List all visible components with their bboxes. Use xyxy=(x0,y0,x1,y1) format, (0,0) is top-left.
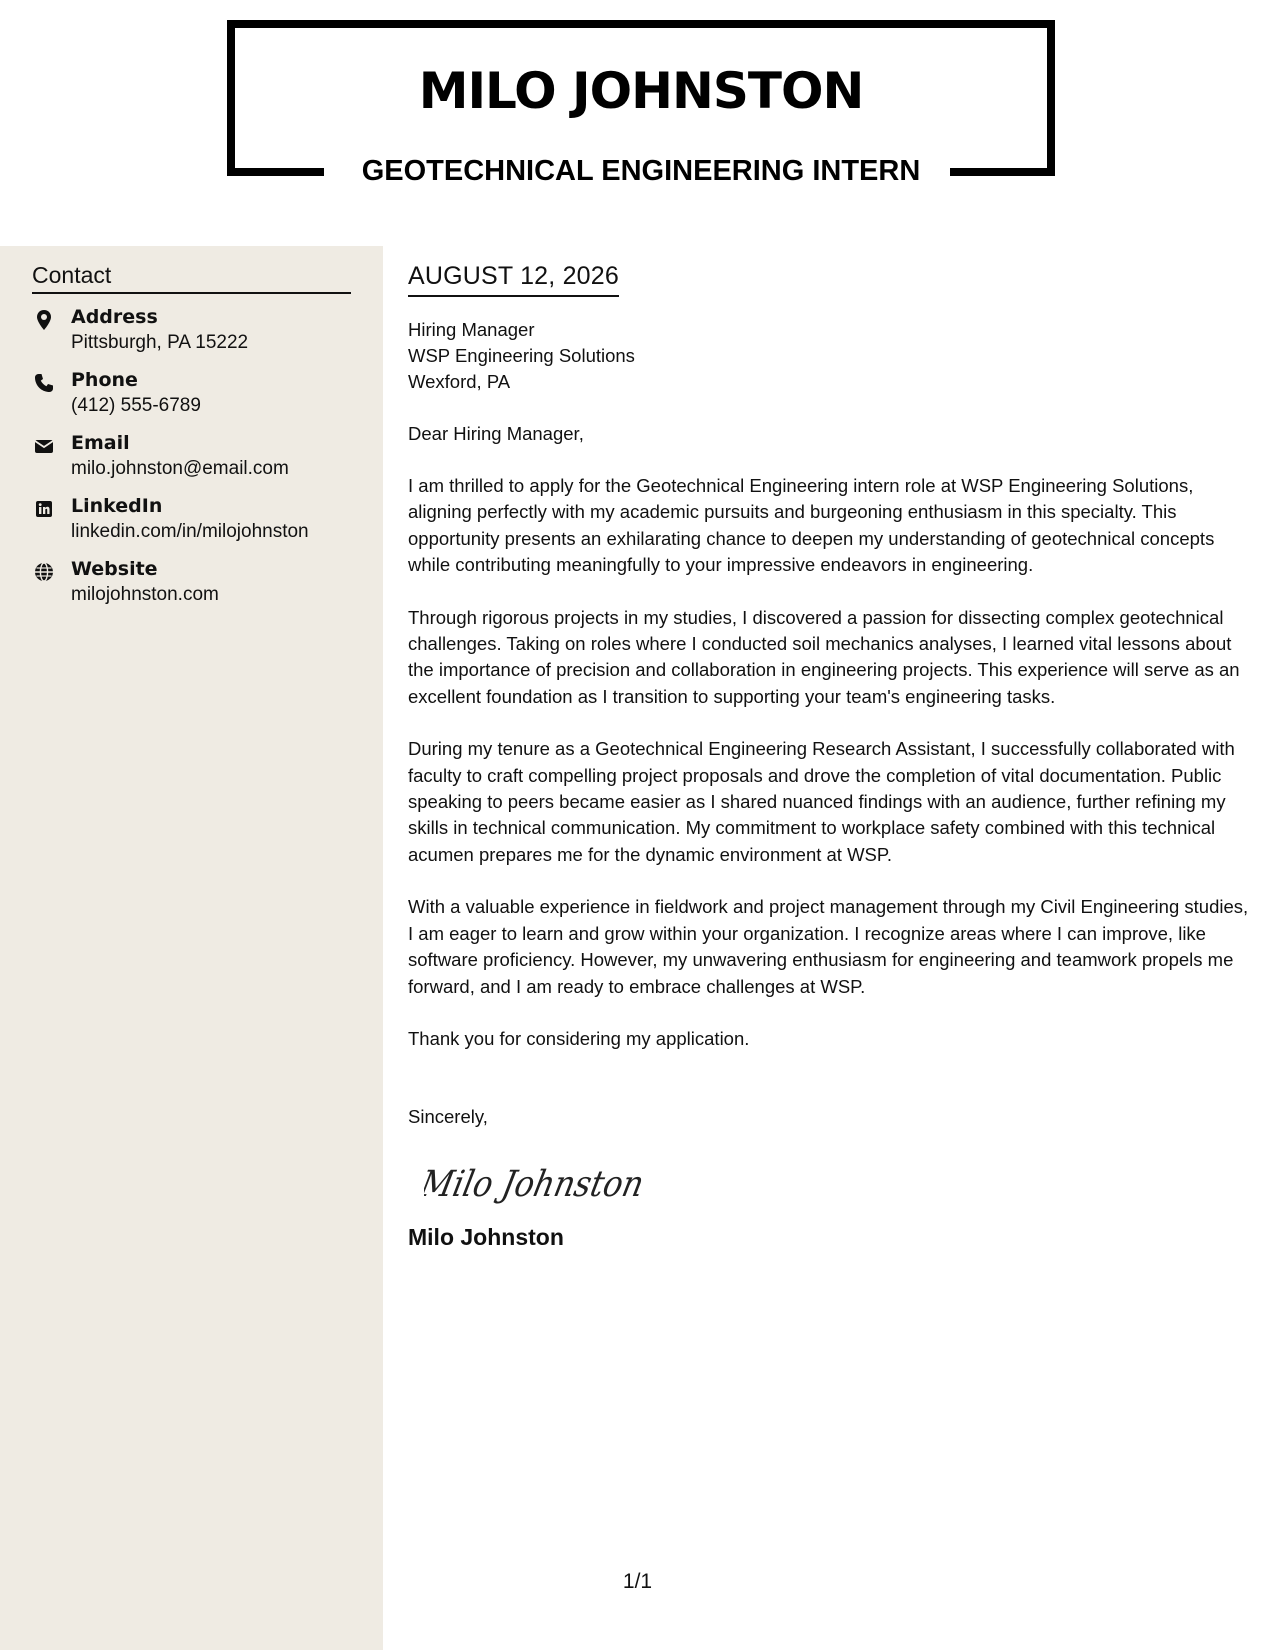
closing-line: Sincerely, xyxy=(408,1105,488,1127)
contact-value: Pittsburgh, PA 15222 xyxy=(71,332,249,353)
contact-value: linkedin.com/in/milojohnston xyxy=(71,521,309,542)
recipient-line: WSP Engineering Solutions xyxy=(408,345,635,366)
body-paragraph: With a valuable experience in fieldwork and project management through my Civil Engineering studies, I am eager to learn and grow within your organization. I recognize areas where I can improve, like software proficiency. However, my unwavering enthusiasm for engineering and teamwork propels me forward, and I am ready to embrace challenges at WSP. xyxy=(408,896,1249,997)
contact-heading: Contact xyxy=(32,262,351,294)
map-pin-icon xyxy=(32,308,56,332)
handwritten-signature xyxy=(424,1152,1258,1212)
recipient-block xyxy=(408,317,1258,395)
salutation: Dear Hiring Manager, xyxy=(408,423,584,444)
linkedin-icon xyxy=(32,497,56,521)
contact-value: milojohnston.com xyxy=(71,584,219,605)
phone-icon xyxy=(32,371,56,395)
globe-icon xyxy=(32,560,56,584)
body-paragraph: During my tenure as a Geotechnical Engineering Research Assistant, I successfully collaborated with faculty to craft compelling project proposals and drove the completion of vital documentation. Public speaking to peers became easier as I shared nuanced findings with an audience, further refining my skills in technical communication. My commitment to workplace safety combined with this technical acumen prepares me for the dynamic environment at WSP. xyxy=(408,738,1235,865)
letter-date: AUGUST 12, 2026 xyxy=(408,262,619,297)
recipient-line: Hiring Manager xyxy=(408,319,535,340)
signer-name: Milo Johnston xyxy=(408,1223,564,1250)
page-number: 1/1 xyxy=(622,1570,653,1593)
contact-value: (412) 555-6789 xyxy=(71,395,201,416)
contact-label: Email xyxy=(71,432,130,454)
body-paragraph: I am thrilled to apply for the Geotechnical Engineering intern role at WSP Engineering Solutions, aligning perfectly with my academic pursuits and burgeoning enthusiasm in this specialty. This opportunity presents an exhilarating chance to deepen my understanding of geotechnical concepts while contributing meaningfully to your impressive endeavors in engineering. xyxy=(408,475,1215,576)
thanks-line: Thank you for considering my application. xyxy=(408,1027,750,1049)
contact-label: Phone xyxy=(71,369,138,391)
job-title: GEOTECHNICAL ENGINEERING INTERN xyxy=(361,155,921,187)
recipient-line: Wexford, PA xyxy=(408,371,511,392)
applicant-name: MILO JOHNSTON xyxy=(418,62,864,120)
header-frame xyxy=(227,20,1055,187)
contact-label: LinkedIn xyxy=(71,495,163,517)
body-paragraph: Through rigorous projects in my studies, I discovered a passion for dissecting complex geotechnical challenges. Taking on roles where I conducted soil mechanics analyses, I learned vital lessons about the importance of precision and collaboration in engineering projects. This experience will serve as an excellent foundation as I transition to supporting your team's engineering tasks. xyxy=(408,606,1240,707)
letter-body xyxy=(408,262,1258,1251)
contact-label: Website xyxy=(71,558,158,580)
contact-sidebar xyxy=(0,246,383,1650)
contact-value: milo.johnston@email.com xyxy=(71,458,289,479)
svg-text:Milo Johnston: Milo Johnston xyxy=(424,1162,664,1205)
envelope-icon xyxy=(32,434,56,458)
contact-label: Address xyxy=(71,306,158,328)
